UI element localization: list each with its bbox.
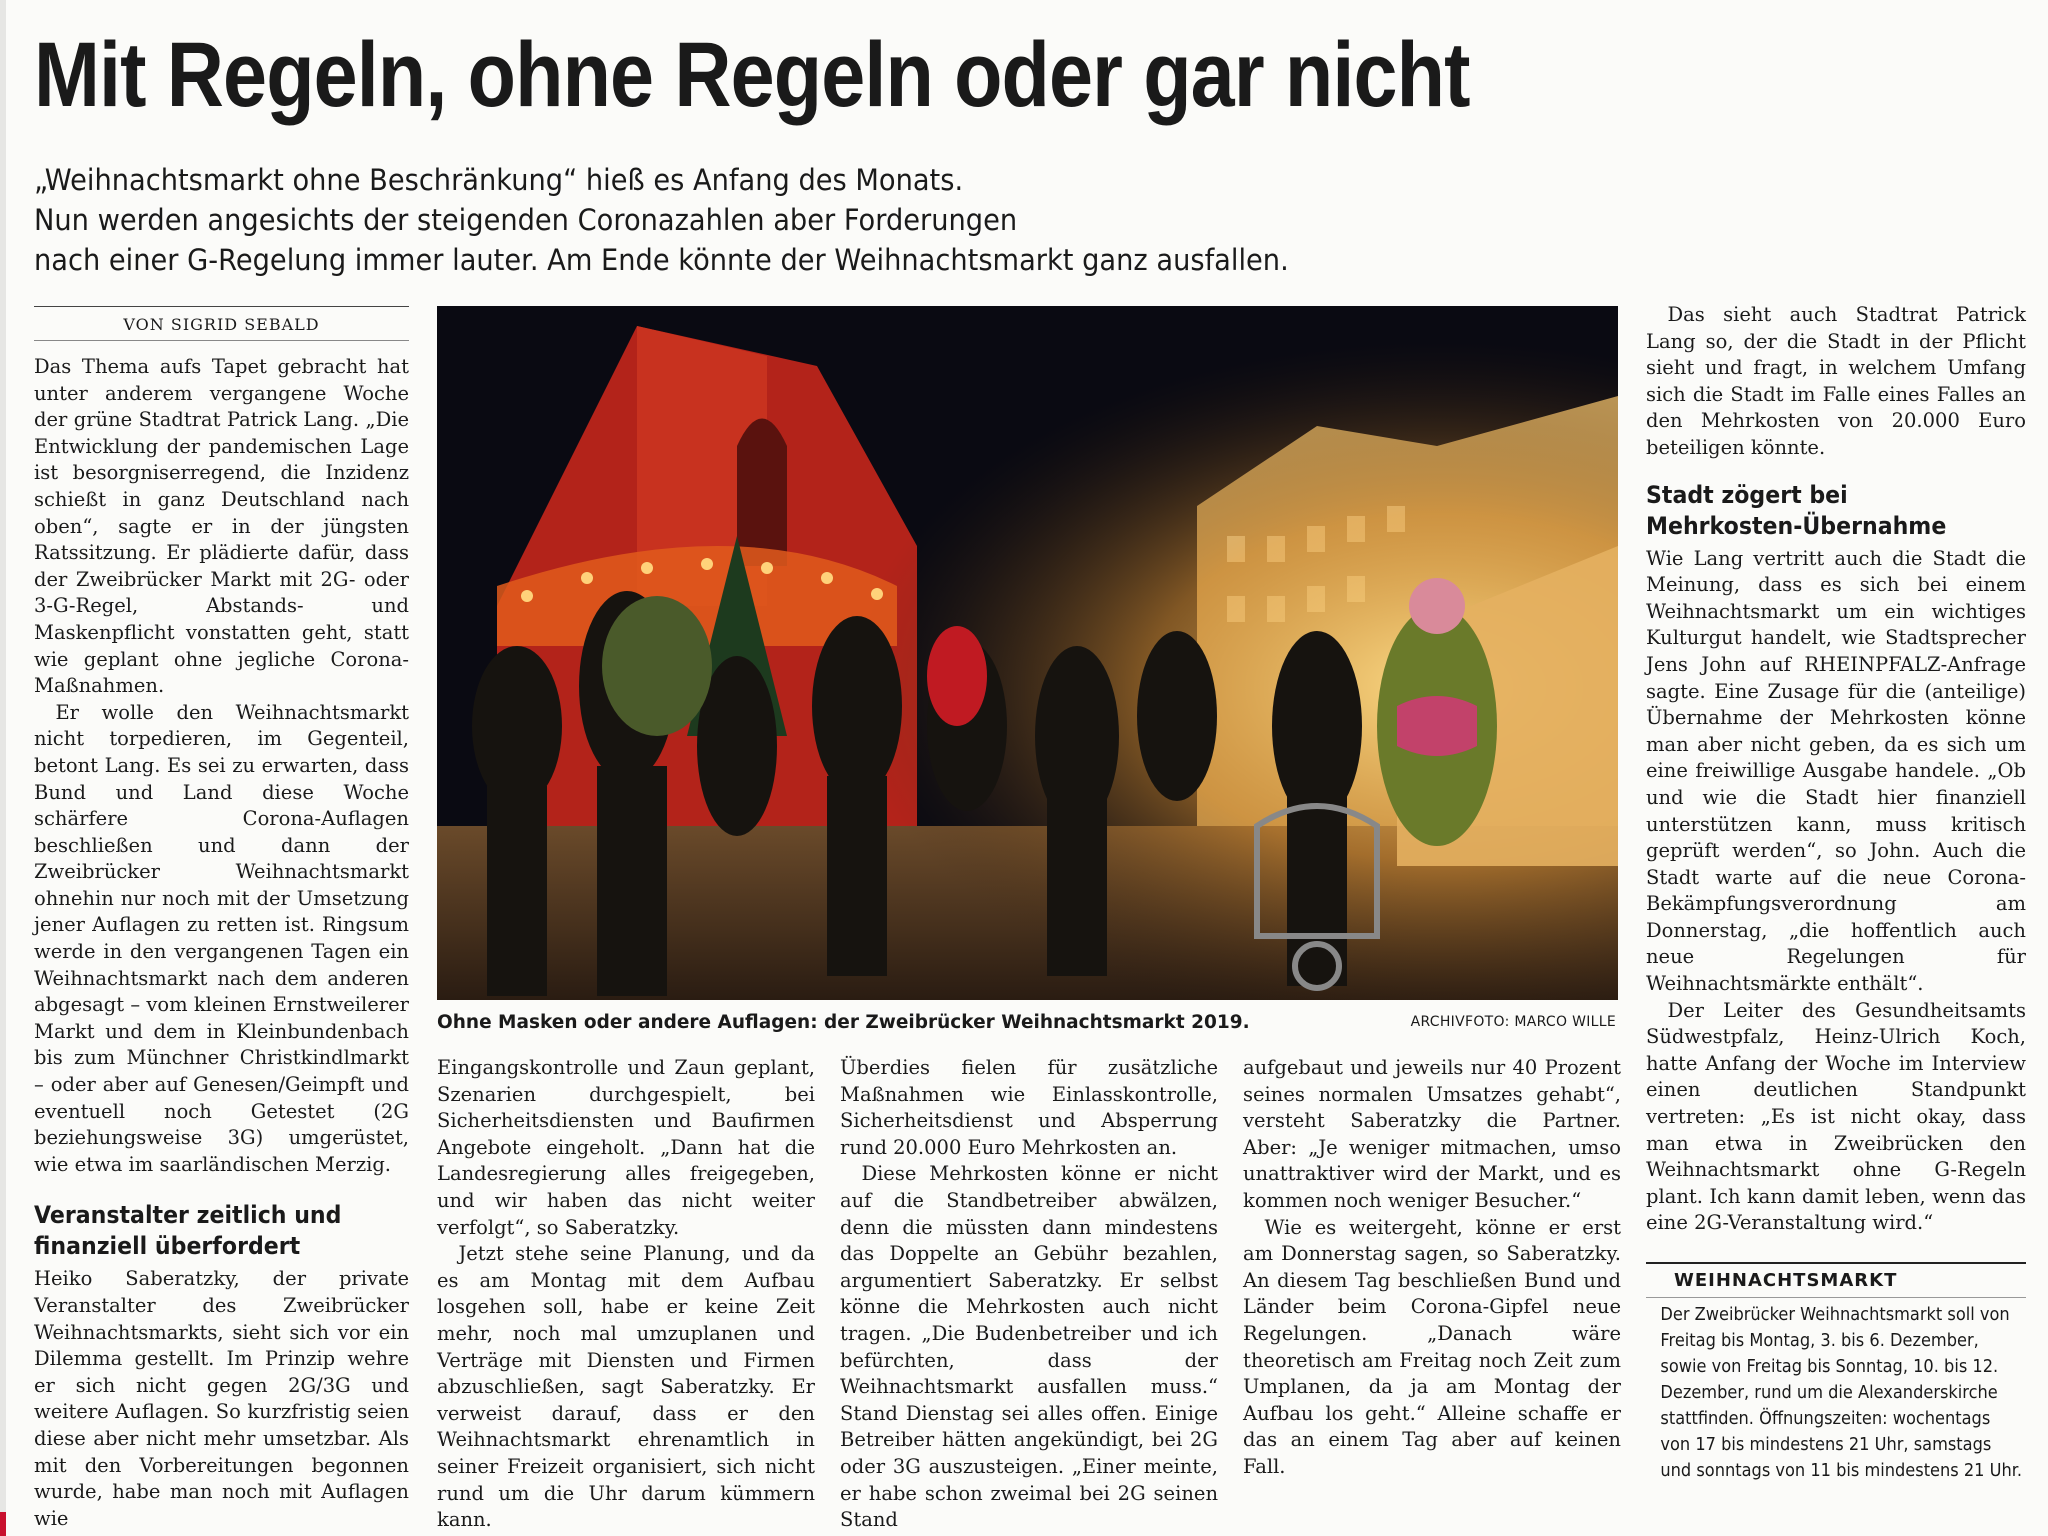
article-headline: Mit Regeln, ohne Regeln oder gar nicht xyxy=(34,24,1470,126)
info-box xyxy=(1646,1262,2026,1484)
text-column-2 xyxy=(437,1055,815,1534)
intertitle xyxy=(34,1200,409,1266)
paragraph: Wie Lang vertritt auch die Stadt die Meinung, dass es sich bei einem Weihnachtsmarkt um ein wichtiges Kulturgut handelt, wie Stadtsprecher Jens John auf RHEINPFALZ-Anfrage sagte. Eine Zusage für die (anteilige) Übernahme der Mehrkosten könne man aber nicht geben, da es sich um eine freiwillige Ausgabe handele. „Ob und wie die Stadt hier finanziell unterstützen kann, muss kritisch geprüft werden“, so John. Auch die Stadt warte auf die neue Corona-Bekämpfungsverordnung am Donnerstag, „die hoffentlich auch neue Regelungen für Weihnachtsmärkte enthält“. xyxy=(1646,546,2026,996)
info-box-text: Der Zweibrücker Weihnachtsmarkt soll von Freitag bis Montag, 3. bis 6. Dezember, sowie von Freitag bis Sonntag, 10. bis 12. Dezember, rund um die Alexanderskirche stattfinden. Öffnungszeiten: wochentags von 17 bis mindestens 21 Uhr, samstags und sonntags von 11 bis mindestens 21 Uhr. xyxy=(1660,1304,2023,1481)
photo-caption xyxy=(437,1012,1618,1038)
intertitle-line: Mehrkosten-Übernahme xyxy=(1646,511,1947,540)
subheadline-line: Nun werden angesichts der steigenden Coronazahlen aber Forderungen xyxy=(34,203,1018,237)
paragraph: aufgebaut und jeweils nur 40 Prozent seines normalen Umsatzes gehabt“, versteht Saberatzky die Partner. Aber: „Je weniger mitmachen, umso unattraktiver wird der Markt, und es kommen noch weniger Besucher.“ xyxy=(1243,1056,1621,1212)
intertitle-line: Veranstalter zeitlich und xyxy=(34,1201,342,1230)
article-subheadline xyxy=(34,160,1444,280)
paragraph: Heiko Saberatzky, der private Veranstalter des Zweibrücker Weihnachtsmarkts, sieht sich vor ein Dilemma gestellt. Im Prinzip wehre er sich nicht gegen 2G/3G und weitere Auflagen. So kurzfristig seien diese aber nicht mehr umsetzbar. Als mit den Vorbereitungen begonnen wurde, habe man noch mit Auflagen wie xyxy=(34,1267,409,1530)
paragraph: Jetzt stehe seine Planung, und da es am Montag mit dem Aufbau losgehen soll, habe er keine Zeit mehr, noch mal umzuplanen und Verträge mit Diensten und Firmen abzuschließen, sagt Saberatzky. Er verweist darauf, dass er den Weihnachtsmarkt ehrenamtlich in seiner Freizeit organisiert, sich nicht rund um die Uhr darum kümmern kann. xyxy=(437,1242,815,1532)
byline: VON SIGRID SEBALD xyxy=(34,306,409,341)
subheadline-line: nach einer G-Regelung immer lauter. Am Ende könnte der Weihnachtsmarkt ganz ausfallen. xyxy=(34,243,1289,277)
photo-credit: ARCHIVFOTO: MARCO WILLE xyxy=(1410,1014,1616,1030)
paragraph: Überdies fielen für zusätzliche Maßnahmen wie Einlasskontrolle, Sicherheitsdienst und Absperrung rund 20.000 Euro Mehrkosten an. xyxy=(840,1056,1218,1159)
intertitle-line: finanziell überfordert xyxy=(34,1232,301,1261)
intertitle xyxy=(1646,480,2026,546)
paragraph: Das Thema aufs Tapet gebracht hat unter anderem vergangene Woche der grüne Stadtrat Patrick Lang. „Die Entwicklung der pandemischen Lage ist besorgniserregend, die Inzidenz schießt in ganz Deutschland nach oben“, sagte er in der jüngsten Ratssitzung. Er plädierte dafür, dass der Zweibrücker Markt mit 2G- oder 3-G-Regel, Abstands- und Maskenpflicht vonstatten geht, statt wie geplant ohne jegliche Corona-Maßnahmen. xyxy=(34,355,409,698)
intertitle-line: Stadt zögert bei xyxy=(1646,480,1848,509)
info-box-title: WEIHNACHTSMARKT xyxy=(1646,1262,2026,1298)
paragraph: Eingangskontrolle und Zaun geplant, Szenarien durchgespielt, bei Sicherheitsdiensten und Baufirmen Angebote eingeholt. „Dann hat die Landesregierung alles freigegeben, und wir haben das nicht weiter verfolgt“, so Saberatzky. xyxy=(437,1056,815,1239)
paragraph: Das sieht auch Stadtrat Patrick Lang so, der die Stadt in der Pflicht sieht und fragt, in welchem Umfang sich die Stadt im Falle eines Falles an den Mehrkosten von 20.000 Euro beteiligen könnte. xyxy=(1646,303,2026,459)
paragraph: Er wolle den Weihnachtsmarkt nicht torpedieren, im Gegenteil, betont Lang. Es sei zu erwarten, dass Bund und Land diese Woche schärfere Corona-Auflagen beschließen und dann der Zweibrücker Weihnachtsmarkt ohnehin nur noch mit der Umsetzung jener Auflagen zu retten ist. Ringsum werde in den vergangenen Tagen ein Weihnachtsmarkt nach dem anderen abgesagt – vom kleinen Ernstweilerer Markt und dem in Kleinbundenbach bis zum Münchner Christkindlmarkt – oder aber auf Genesen/Geimpft und eventuell noch Getestet (2G beziehungsweise 3G) umgerüstet, wie etwa im saarländischen Merzig. xyxy=(34,700,409,1176)
paragraph: Der Leiter des Gesundheitsamts Südwestpfalz, Heinz-Ulrich Koch, hatte Anfang der Woche im Interview einen deutlichen Standpunkt vertreten: „Es ist nicht okay, dass man etwa in Zweibrücken den Weihnachtsmarkt ohne G-Regeln plant. Ich kann damit leben, wenn das eine 2G-Veranstaltung wird.“ xyxy=(1646,998,2026,1235)
subheadline-line: „Weihnachtsmarkt ohne Beschränkung“ hieß es Anfang des Monats. xyxy=(34,163,964,197)
text-column-5 xyxy=(1646,302,2026,1237)
page-edge xyxy=(0,0,6,1536)
text-column-1 xyxy=(34,354,409,1532)
paragraph: Diese Mehrkosten könne er nicht auf die Standbetreiber abwälzen, denn die müssten dann mindestens das Doppelte an Gebühr bezahlen, argumentiert Saberatzky. Er selbst könne die Mehrkosten auch nicht tragen. „Die Budenbetreiber und ich befürchten, dass der Weihnachtsmarkt ausfallen muss.“ Stand Dienstag sei alles offen. Einige Betreiber hätten angekündigt, bei 2G oder 3G auszusteigen. „Einer meinte, er habe schon zweimal bei 2G seinen Stand xyxy=(840,1162,1218,1532)
text-column-4 xyxy=(1243,1055,1621,1481)
section-color-marker xyxy=(0,1512,6,1536)
caption-text: Ohne Masken oder andere Auflagen: der Zweibrücker Weihnachtsmarkt 2019. xyxy=(437,1012,1250,1033)
photo-christmas-market xyxy=(437,306,1618,1000)
text-column-3 xyxy=(840,1055,1218,1534)
paragraph: Wie es weitergeht, könne er erst am Donnerstag sagen, so Saberatzky. An diesem Tag beschließen Bund und Länder beim Corona-Gipfel neue Regelungen. „Danach wäre theoretisch am Freitag noch Zeit zum Umplanen, da ja am Montag der Aufbau los geht.“ Alleine schaffe er das an einem Tag aber auf keinen Fall. xyxy=(1243,1215,1621,1478)
